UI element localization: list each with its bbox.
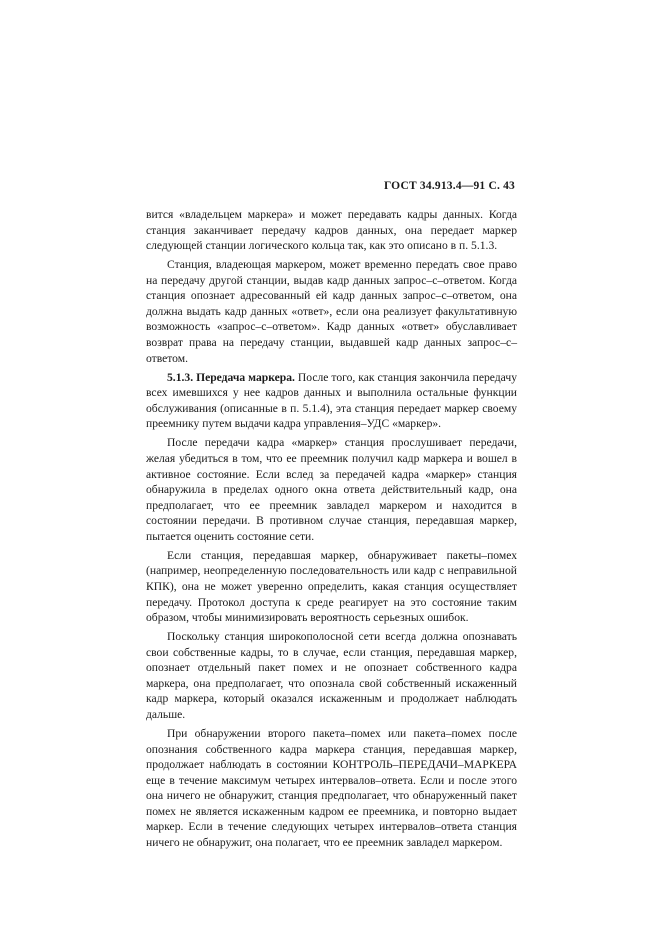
section-body: После того, как станция закончила передачу всех имевшихся у нее кадров данных и выполнила остальные функции обслуживания (описанные в п. 5.1.4), эта станция передает маркер своему преемнику путем выдачи кадра управления–УДС «маркер». [146,370,517,431]
paragraph-token-delegation: Станция, владеющая маркером, может временно передать свое право на передачу другой станции, выдав кадр данных запрос–с–ответом. Когда станция опознает адресованный ей кадр данных запрос–с–ответом, она должна выдать кадр данных «ответ», если она реализует факультативную возможность «запрос–с–ответом». Кадр данных «ответ» обуславливает возврат права на передачу станции, выдавшей кадр данных запрос–с–ответом. [146,258,517,365]
paragraph-broadband-station: Поскольку станция широкополосной сети всегда должна опознавать свои собственные кадры, то в случае, если станция, передавшая маркер, опознает отдельный пакет помех и не опознает собственного кадра маркера, она предполагает, что опознала свой собственный искаженный кадр маркера, который оказался искаженным и продолжает наблюдать дальше. [146,630,517,721]
paragraph-continuation: вится «владельцем маркера» и может передавать кадры данных. Когда станция заканчивает передачу кадров данных, она передает маркер следующей станции логического кольца так, как это описано в п. 5.1.3. [146,208,517,253]
section-heading: 5.1.3. Передача маркера. [167,370,295,384]
body-text [146,207,517,850]
section-5-1-3-paragraph [146,370,517,432]
paragraph-noise-bursts: Если станция, передавшая маркер, обнаруживает пакеты–помех (например, неопределенную последовательность или кадр с неправильной КПК), она не может уверенно определить, какая станция осуществляет передачу. Протокол доступа к среде реагирует на это состояние таким образом, чтобы минимизировать вероятность серьезных ошибок. [146,548,517,625]
running-header: ГОСТ 34.913.4—91 С. 43 [383,180,515,192]
paragraph-after-token-pass: После передачи кадра «маркер» станция прослушивает передачи, желая убедиться в том, что ее преемник получил кадр маркера и вошел в активное состояние. Если вслед за передачей кадра «маркер» станция обнаружила в пределах одного окна ответа действительный кадр, она предполагает, что ее преемник завладел маркером и находится в состоянии передачи. В противном случае станция, передавшая маркер, пытается оценить состояние сети. [146,436,517,543]
paragraph-second-noise-burst: При обнаружении второго пакета–помех или пакета–помех после опознания собственного кадра маркера станция, передавшая маркер, продолжает наблюдать в состоянии КОНТРОЛЬ–ПЕРЕДАЧИ–МАРКЕРА еще в течение максимум четырех интервалов–ответа. Если и после этого она ничего не обнаружит, станция предполагает, что обнаруженный пакет помех не является искаженным кадром ее преемника, и повторно выдает маркер. Если в течение следующих четырех интервалов–ответа станция ничего не обнаружит, она полагает, что ее преемник завладел маркером. [146,727,517,849]
